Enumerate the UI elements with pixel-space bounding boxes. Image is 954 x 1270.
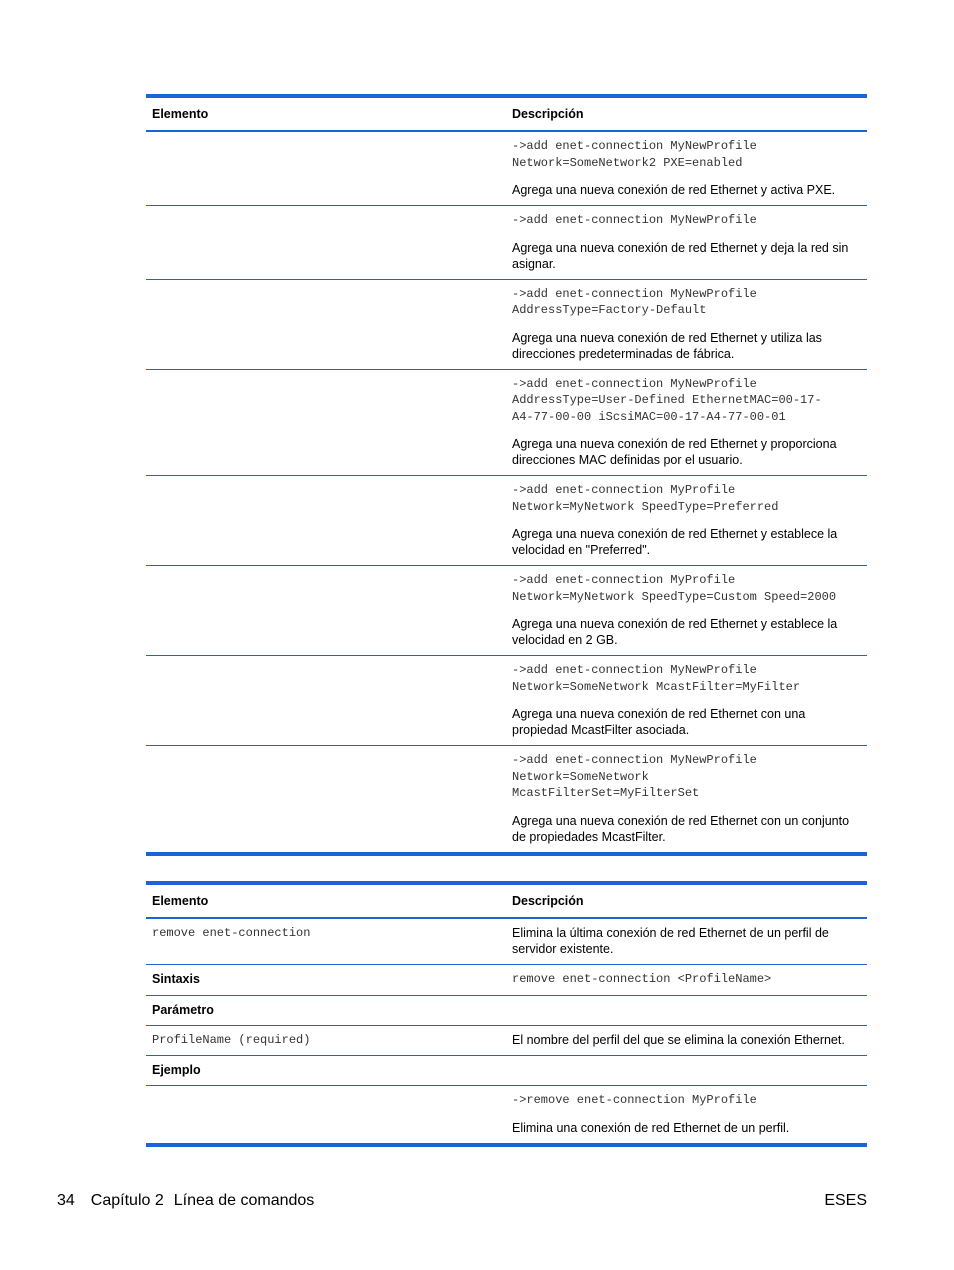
table-row <box>146 206 867 280</box>
table-row <box>146 566 867 656</box>
example-command: ->add enet-connection MyNewProfile Network=SomeNetwork2 PXE=enabled <box>512 139 757 170</box>
example-description: Agrega una nueva conexión de red Ethernet y activa PXE. <box>512 183 836 197</box>
header-descripcion: Descripción <box>512 107 584 121</box>
examples-table <box>146 94 867 856</box>
element-cell <box>146 656 506 746</box>
description-cell <box>506 131 867 206</box>
syntax-label: Sintaxis <box>152 972 200 986</box>
example-command: ->remove enet-connection MyProfile <box>512 1093 757 1107</box>
description-cell <box>506 656 867 746</box>
example-description: Agrega una nueva conexión de red Ethernet con una propiedad McastFilter asociada. <box>512 707 806 737</box>
description-cell <box>506 279 867 369</box>
header-descripcion: Descripción <box>512 894 584 908</box>
table-header-row <box>146 883 867 918</box>
example-description: Agrega una nueva conexión de red Ethernet y utiliza las direcciones predeterminadas de fábrica. <box>512 330 822 361</box>
element-cell <box>146 131 506 206</box>
element-cell <box>146 1086 506 1145</box>
table-row <box>146 279 867 369</box>
example-command: ->add enet-connection MyNewProfile AddressType=User-Defined EthernetMAC=00-17- A4-77-00-00 iScsiMAC=00-17-A4-77-00-01 <box>512 376 822 424</box>
parameter-label: Parámetro <box>152 1002 214 1017</box>
description-cell <box>506 566 867 656</box>
command-name: remove enet-connection <box>152 926 311 940</box>
header-elemento: Elemento <box>152 894 209 908</box>
example-row <box>146 1086 867 1145</box>
example-command: ->add enet-connection MyNewProfile Network=SomeNetwork McastFilterSet=MyFilterSet <box>512 753 757 800</box>
description-cell <box>506 369 867 476</box>
syntax-value: remove enet-connection <ProfileName> <box>512 972 772 986</box>
description-cell <box>506 476 867 566</box>
example-command: ->add enet-connection MyNewProfile AddressType=Factory-Default <box>512 286 757 317</box>
table-row <box>146 476 867 566</box>
example-description: Agrega una nueva conexión de red Ethernet con un conjunto de propiedades McastFilter. <box>512 813 850 844</box>
chapter-label: Capítulo 2 <box>90 1192 164 1209</box>
example-description: Agrega una nueva conexión de red Ethernet y proporciona direcciones MAC definidas por el usuario. <box>512 437 837 467</box>
table-row <box>146 656 867 746</box>
parameter-name: ProfileName (required) <box>152 1032 311 1047</box>
page-number: 34 <box>57 1192 75 1209</box>
parameter-row <box>146 1025 867 1056</box>
example-command: ->add enet-connection MyNewProfile Network=SomeNetwork McastFilter=MyFilter <box>512 663 801 694</box>
parameter-description: El nombre del perfil del que se elimina la conexión Ethernet. <box>512 1032 845 1047</box>
syntax-row <box>146 965 867 996</box>
description-cell <box>506 1086 867 1145</box>
example-command: ->add enet-connection MyProfile Network=MyNetwork SpeedType=Preferred <box>512 483 779 514</box>
example-description: Agrega una nueva conexión de red Ethernet y establece la velocidad en 2 GB. <box>512 617 838 647</box>
chapter-title: Línea de comandos <box>173 1192 315 1209</box>
element-cell <box>146 476 506 566</box>
page-footer-left <box>57 1192 314 1210</box>
example-description: Elimina una conexión de red Ethernet de un perfil. <box>512 1120 790 1135</box>
example-description: Agrega una nueva conexión de red Ethernet y establece la velocidad en "Preferred". <box>512 527 838 557</box>
element-cell <box>146 566 506 656</box>
element-cell <box>146 206 506 280</box>
element-cell <box>146 279 506 369</box>
empty-cell <box>506 1056 867 1086</box>
empty-cell <box>506 995 867 1025</box>
example-description: Agrega una nueva conexión de red Ethernet y deja la red sin asignar. <box>512 240 849 271</box>
command-row <box>146 918 867 965</box>
table-header-row <box>146 96 867 131</box>
example-label: Ejemplo <box>152 1063 201 1077</box>
description-cell <box>506 746 867 854</box>
description-cell <box>506 206 867 280</box>
table-row <box>146 746 867 854</box>
table-row <box>146 131 867 206</box>
header-elemento: Elemento <box>152 107 209 121</box>
parameter-heading-row <box>146 995 867 1025</box>
example-command: ->add enet-connection MyNewProfile <box>512 213 757 227</box>
remove-enet-connection-table <box>146 881 867 1147</box>
command-description: Elimina la última conexión de red Ethernet de un perfil de servidor existente. <box>512 926 829 956</box>
locale-code: ESES <box>824 1192 867 1209</box>
example-command: ->add enet-connection MyProfile Network=MyNetwork SpeedType=Custom Speed=2000 <box>512 573 837 604</box>
element-cell <box>146 746 506 854</box>
element-cell <box>146 369 506 476</box>
example-heading-row <box>146 1056 867 1086</box>
table-row <box>146 369 867 476</box>
